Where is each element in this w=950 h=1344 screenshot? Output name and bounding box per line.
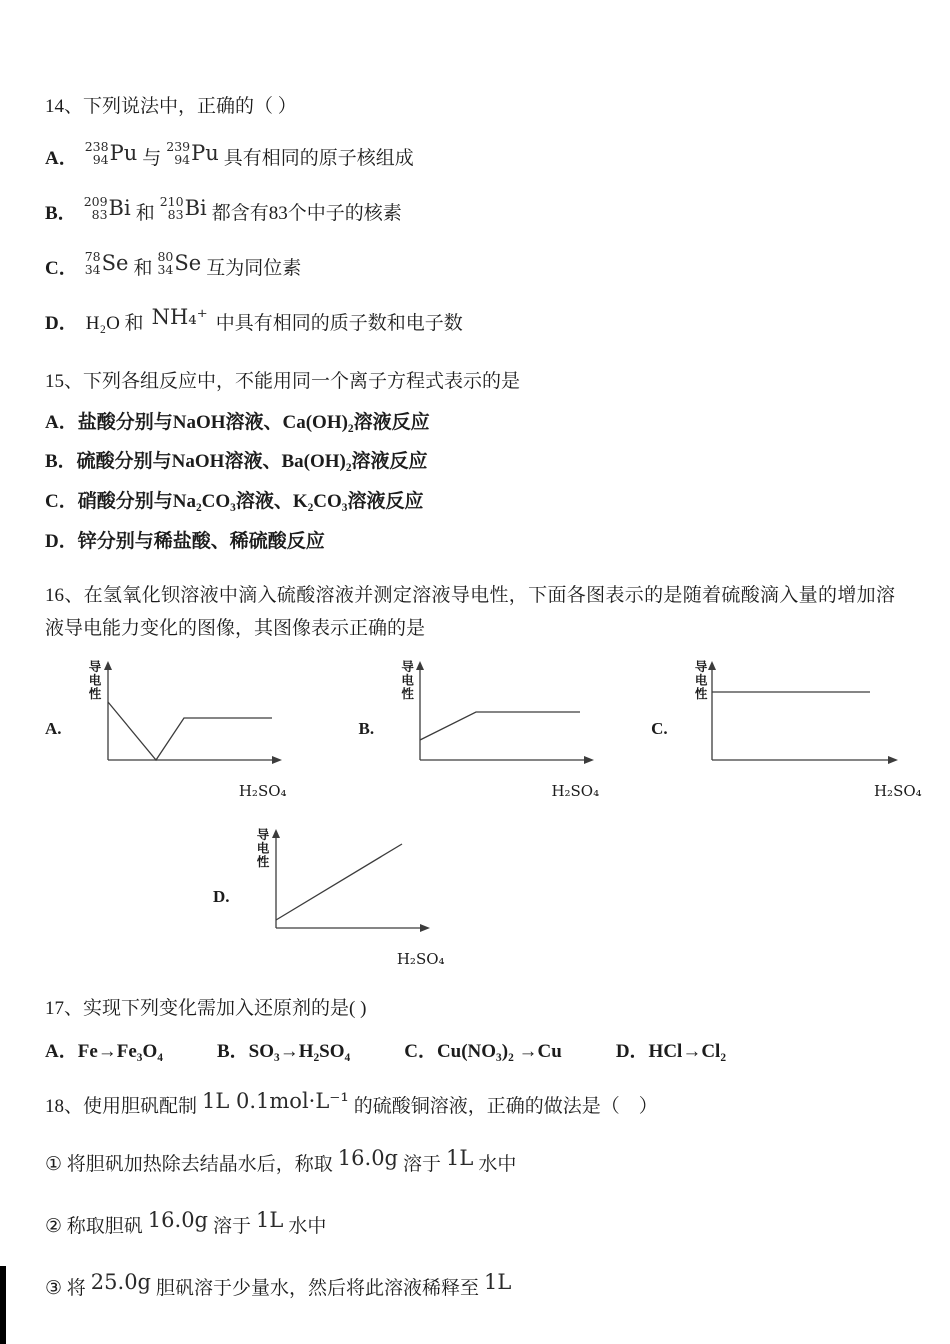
element-symbol: Bi bbox=[108, 196, 131, 221]
item-text: 溶于 bbox=[213, 1215, 252, 1237]
x-axis-label: H₂SO₄ bbox=[551, 781, 600, 800]
mass-value: 25.0g bbox=[90, 1270, 151, 1294]
isotope-notation bbox=[166, 140, 219, 168]
q18-item-1 bbox=[45, 1144, 895, 1180]
q17-option-a: A．Fe→Fe₃O₄ bbox=[45, 1041, 163, 1062]
conductivity-graph-c bbox=[678, 658, 922, 800]
x-axis-label: H₂SO₄ bbox=[238, 781, 287, 800]
element-symbol: Pu bbox=[191, 141, 219, 166]
graph-a-plot bbox=[72, 658, 297, 778]
isotope-notation bbox=[85, 140, 138, 168]
item-text: 水中 bbox=[288, 1215, 327, 1237]
q15-option-d: D．锌分别与稀盐酸、稀硫酸反应 bbox=[45, 530, 325, 552]
mass-number: 238 bbox=[84, 138, 109, 154]
isotope-stack bbox=[166, 140, 190, 168]
concentration-value: 1L 0.1mol·L⁻¹ bbox=[202, 1088, 349, 1113]
volume-value: 1L bbox=[484, 1270, 512, 1294]
question-17-title: 17、实现下列变化需加入还原剂的是( ) bbox=[45, 997, 367, 1019]
element-symbol: Se bbox=[174, 251, 202, 276]
item-text: ③ 将 bbox=[45, 1277, 86, 1299]
option-label: C． bbox=[45, 257, 78, 279]
curve bbox=[276, 844, 402, 920]
mass-number: 210 bbox=[159, 193, 184, 209]
y-axis-arrow-icon bbox=[416, 661, 424, 670]
option-text: 具有相同的原子核组成 bbox=[223, 147, 414, 169]
question-18-title bbox=[45, 1088, 895, 1118]
option-text: 互为同位素 bbox=[206, 257, 302, 279]
isotope-notation bbox=[84, 195, 131, 223]
y-axis-arrow-icon bbox=[272, 829, 280, 838]
graph-b-plot bbox=[384, 658, 609, 778]
option-text: 与 bbox=[142, 147, 162, 169]
x-axis-arrow-icon bbox=[420, 924, 430, 932]
x-axis-label: H₂SO₄ bbox=[396, 949, 445, 968]
atomic-number: 83 bbox=[167, 207, 184, 223]
q15-option-b: B．硫酸分别与NaOH溶液、Ba(OH)₂溶液反应 bbox=[45, 451, 428, 473]
option-text: H₂O 和 bbox=[85, 312, 144, 334]
atomic-number: 34 bbox=[84, 262, 101, 278]
graph-c-plot bbox=[678, 658, 918, 778]
atomic-number: 34 bbox=[157, 262, 174, 278]
isotope-stack bbox=[157, 250, 173, 278]
q15-option-c: C．硝酸分别与Na₂CO₃溶液、K₂CO₃溶液反应 bbox=[45, 490, 424, 512]
q18-text: 的硫酸铜溶液，正确的做法是（ ） bbox=[353, 1096, 658, 1117]
element-symbol: Se bbox=[101, 251, 129, 276]
isotope-notation bbox=[85, 250, 129, 278]
isotope-stack bbox=[85, 140, 109, 168]
graph-letter: D. bbox=[213, 886, 230, 906]
q14-option-b bbox=[45, 191, 895, 231]
isotope-notation bbox=[160, 195, 207, 223]
q16-graph-a bbox=[45, 658, 297, 800]
q17-options bbox=[45, 1036, 895, 1063]
question-16-title: 16、在氢氧化钡溶液中滴入硫酸溶液并测定溶液导电性，下面各图表示的是随着硫酸滴入量的增加溶液导电能力变化的图像，其图像表示正确的是 bbox=[45, 585, 895, 640]
graph-letter: A. bbox=[45, 718, 62, 738]
element-symbol: Pu bbox=[109, 141, 138, 166]
graph-letter: B. bbox=[358, 718, 375, 738]
element-symbol: Bi bbox=[184, 196, 207, 221]
item-text: ② 称取胆矾 bbox=[45, 1215, 143, 1237]
y-axis-label: 导电性 bbox=[255, 827, 271, 869]
y-axis-arrow-icon bbox=[104, 661, 112, 670]
option-label: B． bbox=[45, 202, 77, 224]
x-axis-arrow-icon bbox=[272, 756, 282, 764]
mass-value: 16.0g bbox=[337, 1146, 398, 1170]
volume-value: 1L bbox=[446, 1146, 474, 1170]
option-text: 中具有相同的质子数和电子数 bbox=[215, 312, 463, 334]
item-text: ① 将胆矾加热除去结晶水后，称取 bbox=[45, 1153, 333, 1175]
isotope-stack bbox=[160, 195, 184, 223]
q17-option-d: D．HCl→Cl₂ bbox=[615, 1041, 727, 1062]
y-axis-label: 导电性 bbox=[87, 659, 103, 701]
x-axis-label: H₂SO₄ bbox=[873, 781, 922, 800]
q18-text: 18、使用胆矾配制 bbox=[45, 1096, 198, 1117]
item-text: 胆矾溶于少量水，然后将此溶液稀释至 bbox=[156, 1277, 480, 1299]
conductivity-graph-a bbox=[72, 658, 297, 800]
option-text: 和 bbox=[133, 257, 153, 279]
mass-number: 239 bbox=[166, 138, 191, 154]
mass-number: 80 bbox=[157, 248, 174, 264]
atomic-number: 94 bbox=[92, 152, 109, 168]
q17-option-c: C．Cu(NO₃)₂ →Cu bbox=[404, 1041, 562, 1062]
atomic-number: 94 bbox=[174, 152, 191, 168]
question-14-title: 14、下列说法中，正确的（ ） bbox=[45, 96, 297, 117]
scan-artifact-bar bbox=[0, 1266, 6, 1344]
option-label: D． bbox=[45, 312, 78, 334]
x-axis-arrow-icon bbox=[888, 756, 898, 764]
q14-option-a bbox=[45, 136, 895, 176]
q14-option-c bbox=[45, 246, 895, 286]
atomic-number: 83 bbox=[91, 207, 108, 223]
q18-item-3 bbox=[45, 1268, 895, 1304]
mass-number: 78 bbox=[84, 248, 101, 264]
x-axis-arrow-icon bbox=[584, 756, 594, 764]
q14-option-d bbox=[45, 301, 895, 341]
option-label: A． bbox=[45, 147, 78, 169]
graph-letter: C. bbox=[651, 718, 668, 738]
q15-option-a: A．盐酸分别与NaOH溶液、Ca(OH)₂溶液反应 bbox=[45, 411, 430, 433]
item-text: 水中 bbox=[478, 1153, 517, 1175]
y-axis-label: 导电性 bbox=[399, 659, 415, 701]
y-axis-label: 导电性 bbox=[693, 659, 709, 701]
isotope-notation bbox=[157, 250, 201, 278]
chemical-formula: NH₄⁺ bbox=[151, 305, 208, 330]
q18-item-2 bbox=[45, 1206, 895, 1242]
q16-graph-row bbox=[45, 658, 922, 800]
option-text: 和 bbox=[135, 202, 155, 224]
q16-graph-b bbox=[359, 658, 610, 800]
mass-value: 16.0g bbox=[147, 1208, 208, 1232]
question-15-title: 15、下列各组反应中，不能用同一个离子方程式表示的是 bbox=[45, 371, 521, 393]
q16-graph-d bbox=[213, 826, 895, 968]
q16-graph-c bbox=[651, 658, 922, 800]
y-axis-arrow-icon bbox=[708, 661, 716, 670]
curve bbox=[108, 702, 272, 760]
q17-option-b: B．SO₃→H₂SO₄ bbox=[216, 1041, 351, 1062]
curve bbox=[420, 712, 580, 740]
volume-value: 1L bbox=[256, 1208, 284, 1232]
conductivity-graph-d bbox=[240, 826, 455, 968]
item-text: 溶于 bbox=[403, 1153, 442, 1175]
isotope-stack bbox=[85, 250, 101, 278]
graph-d-plot bbox=[240, 826, 455, 946]
isotope-stack bbox=[84, 195, 108, 223]
conductivity-graph-b bbox=[384, 658, 609, 800]
mass-number: 209 bbox=[83, 193, 108, 209]
option-text: 都含有83个中子的核素 bbox=[211, 202, 402, 224]
